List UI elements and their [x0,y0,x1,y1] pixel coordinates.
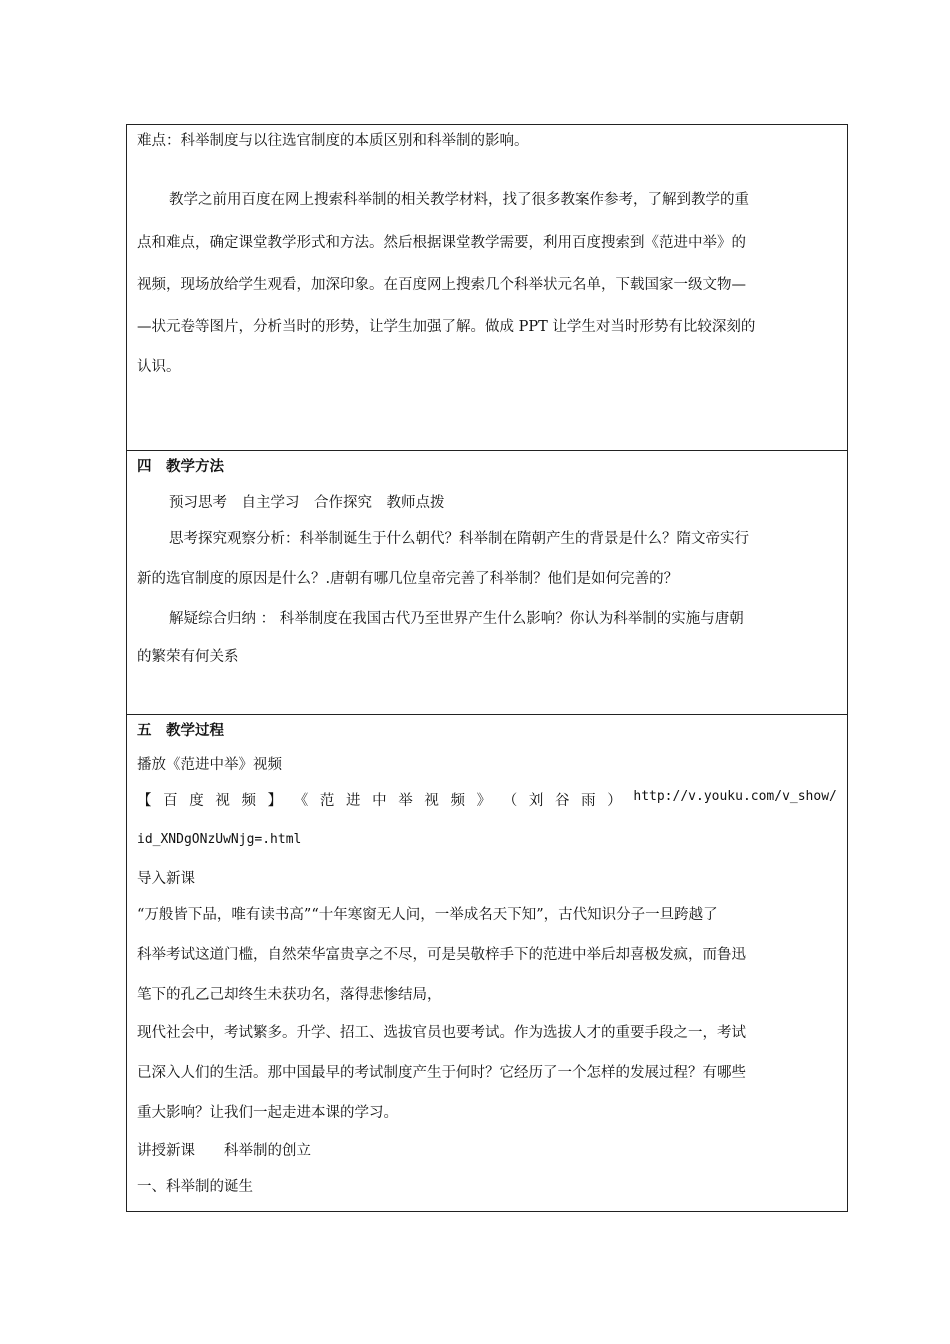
link-char: 举 [398,793,413,809]
modern-line: 现代社会中，考试繁多。升学、招工、选拔官员也要考试。作为选拔人才的重要手段之一，考试 [137,1025,746,1041]
explore-line: 新的选官制度的原因是什么？.唐朝有哪几位皇帝完善了科举制？他们是如何完善的？ [137,571,679,587]
link-char: 》 [476,793,492,809]
link-char: 度 [189,793,204,809]
prep-paragraph-line: 认识。 [137,359,181,375]
link-char: 视 [215,793,230,809]
link-char: 刘 [528,793,544,809]
intro-line: 科举考试这道门槛，自然荣华富贵享之不尽，可是吴敬梓手下的范进中举后却喜极发疯，而鲁迅 [137,947,746,963]
summary-line: 的繁荣有何关系 [137,649,239,665]
modern-line: 已深入人们的生活。那中国最早的考试制度产生于何时？它经历了一个怎样的发展过程？有哪些 [137,1065,746,1081]
link-char: 频 [241,793,256,809]
link-char: 频 [450,793,465,809]
teaching-methods-cell [127,451,847,715]
modern-line: 重大影响？让我们一起走进本课的学习。 [137,1105,398,1121]
lesson-plan-table [126,124,848,1212]
link-char: 视 [424,793,439,809]
difficulty-text: 难点：科举制度与以往选官制度的本质区别和科举制的影响。 [137,133,529,149]
subsection-title: 一、科举制的诞生 [137,1179,253,1195]
link-char: 进 [346,793,361,809]
methods-list: 预习思考 自主学习 合作探究 教师点拨 [169,495,445,511]
link-char: 中 [372,793,387,809]
prep-paragraph-line: —状元卷等图片，分析当时的形势，让学生加强了解。做成 PPT 让学生对当时形势有比较深刻的 [137,319,756,335]
section-heading: 五 教学过程 [137,722,224,739]
link-char: 范 [319,793,335,809]
link-char: 】 [267,793,283,809]
intro-label: 导入新课 [137,871,195,887]
play-video-text: 播放《范进中举》视频 [137,757,282,773]
lecture-line: 讲授新课 科举制的创立 [137,1143,311,1159]
prep-paragraph-line: 视频，现场放给学生观看，加深印象。在百度网上搜索几个科举状元名单，下载国家一级文物— [137,277,746,293]
prep-paragraph-line: 教学之前用百度在网上搜索科举制的相关教学材料，找了很多教案作参考，了解到教学的重 [169,192,749,208]
video-url[interactable]: http://v.youku.com/v_show/ [633,789,837,804]
intro-line: 笔下的孔乙己却终生未获功名，落得悲惨结局， [137,987,442,1003]
link-char: 《 [293,793,309,809]
intro-line: “万般皆下品，唯有读书高”“十年寒窗无人问，一举成名天下知”，古代知识分子一旦跨越了 [137,907,718,923]
difficulty-and-prep-cell [127,125,847,451]
section-heading: 四 教学方法 [137,458,224,475]
link-char: 雨 [581,793,596,809]
prep-paragraph-line: 点和难点，确定课堂教学形式和方法。然后根据课堂教学需要，利用百度搜索到《范进中举》的 [137,235,746,251]
video-url-continued[interactable]: id_XNDgONzUwNjg=.html [137,832,302,847]
summary-line: 解疑综合归纳 ： 科举制度在我国古代乃至世界产生什么影响？你认为科举制的实施与唐朝 [169,611,744,627]
link-char: 谷 [555,793,570,809]
link-char: ） [607,793,622,809]
link-char: （ [502,793,518,809]
link-char: 百 [163,793,178,809]
link-char: 【 [137,793,152,809]
teaching-process-cell [127,715,847,1211]
video-link-line [137,789,837,810]
explore-line: 思考探究观察分析：科举制诞生于什么朝代？科举制在隋朝产生的背景是什么？隋文帝实行 [169,531,749,547]
